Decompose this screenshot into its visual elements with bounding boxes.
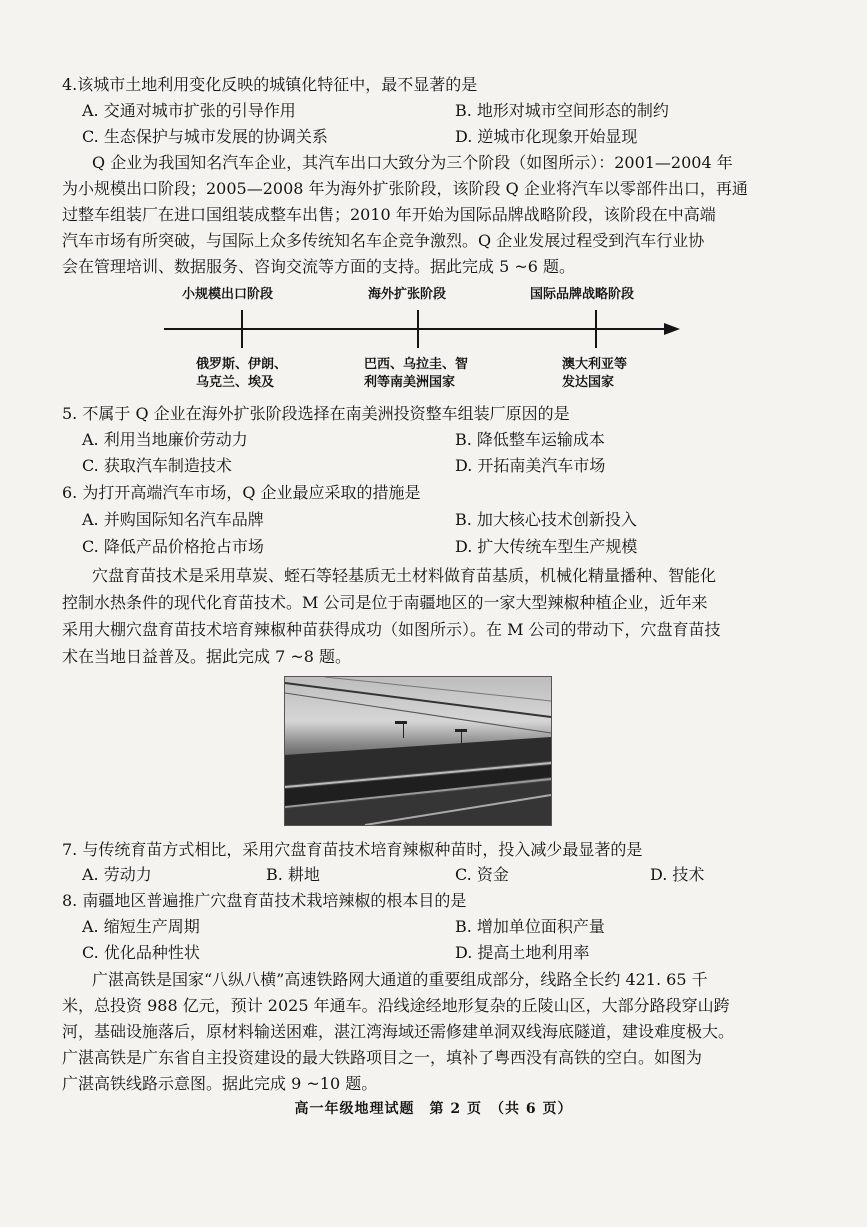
passage1-line: Q 企业为我国知名汽车企业，其汽车出口大致分为三个阶段（如图所示）：2001—2004 年 — [92, 153, 733, 172]
q6-stem: 6. 为打开高端汽车市场，Q 企业最应采取的措施是 — [62, 483, 421, 502]
passage1-line: 过整车组装厂在进口国组装成整车出售；2010 年开始为国际品牌战略阶段，该阶段在中高端 — [62, 205, 716, 224]
q4-stem: 4.该城市土地利用变化反映的城镇化特征中，最不显著的是 — [62, 75, 478, 94]
passage2-line: 穴盘育苗技术是采用草炭、蛭石等轻基质无土材料做育苗基质，机械化精量播种、智能化 — [92, 566, 717, 585]
passage3-line: 米，总投资 988 亿元，预计 2025 年通车。沿线途经地形复杂的丘陵山区，大部分路段穿山跨 — [62, 996, 730, 1015]
passage3-line: 广湛高铁线路示意图。据此完成 9 ~10 题。 — [62, 1074, 378, 1093]
page-footer: 高一年级地理试题 第 2 页 （共 6 页） — [294, 1101, 573, 1117]
q8-option-a: A. 缩短生产周期 — [82, 917, 200, 936]
stage-small-export-label: 小规模出口阶段 — [182, 287, 274, 302]
q6-option-d: D. 扩大传统车型生产规模 — [455, 537, 638, 556]
markets-stage3-line1: 澳大利亚等 — [562, 357, 628, 372]
stage-international-brand-label: 国际品牌战略阶段 — [530, 287, 635, 302]
greenhouse-drawing — [285, 677, 551, 825]
q4-option-d: D. 逆城市化现象开始显现 — [455, 127, 638, 146]
q4-option-c: C. 生态保护与城市发展的协调关系 — [82, 127, 328, 146]
q8-option-b: B. 增加单位面积产量 — [455, 917, 605, 936]
markets-stage1-line2: 乌克兰、埃及 — [196, 375, 275, 390]
q8-option-d: D. 提高土地利用率 — [455, 943, 590, 962]
passage1-line: 汽车市场有所突破，与国际上众多传统知名车企竞争激烈。Q 企业发展过程受到汽车行业协 — [62, 231, 705, 250]
passage1-line: 为小规模出口阶段；2005—2008 年为海外扩张阶段，该阶段 Q 企业将汽车以零部件出口，再通 — [62, 179, 748, 198]
markets-stage2-line2: 利等南美洲国家 — [364, 375, 456, 390]
q8-stem: 8. 南疆地区普遍推广穴盘育苗技术栽培辣椒的根本目的是 — [62, 891, 467, 910]
passage2-line: 术在当地日益普及。据此完成 7 ~8 题。 — [62, 647, 352, 666]
q7-option-a: A. 劳动力 — [82, 865, 152, 884]
q5-option-b: B. 降低整车运输成本 — [455, 430, 605, 449]
passage2-line: 采用大棚穴盘育苗技术培育辣椒种苗获得成功（如图所示）。在 M 公司的带动下，穴盘育苗技 — [62, 620, 721, 639]
passage3-line: 广湛高铁是国家“八纵八横”高速铁路网大通道的重要组成部分，线路全长约 421. 65 千 — [92, 970, 708, 989]
export-timeline-figure — [150, 282, 690, 394]
markets-stage3-line2: 发达国家 — [562, 375, 615, 390]
q6-option-c: C. 降低产品价格抢占市场 — [82, 537, 264, 556]
q7-option-b: B. 耕地 — [266, 865, 320, 884]
timeline-arrow-head — [664, 323, 680, 335]
q4-option-b: B. 地形对城市空间形态的制约 — [455, 101, 669, 120]
markets-stage1-line1: 俄罗斯、伊朗、 — [196, 357, 288, 372]
q6-option-b: B. 加大核心技术创新投入 — [455, 510, 637, 529]
markets-stage2-line1: 巴西、乌拉圭、智 — [364, 357, 469, 372]
q8-option-c: C. 优化品种性状 — [82, 943, 200, 962]
q7-option-d: D. 技术 — [650, 865, 705, 884]
passage2-line: 控制水热条件的现代化育苗技术。M 公司是位于南疆地区的一家大型辣椒种植企业，近年来 — [62, 593, 708, 612]
q5-option-d: D. 开拓南美汽车市场 — [455, 456, 606, 475]
passage3-line: 广湛高铁是广东省自主投资建设的最大铁路项目之一，填补了粤西没有高铁的空白。如图为 — [62, 1048, 703, 1067]
passage3-line: 河，基础设施落后，原材料输送困难，湛江湾海域还需修建单洞双线海底隧道，建设难度极大。 — [62, 1022, 735, 1041]
q6-option-a: A. 并购国际知名汽车品牌 — [82, 510, 264, 529]
q4-option-a: A. 交通对城市扩张的引导作用 — [82, 101, 296, 120]
q5-stem: 5. 不属于 Q 企业在海外扩张阶段选择在南美洲投资整车组装厂原因的是 — [62, 404, 570, 423]
passage1-line: 会在管理培训、数据服务、咨询交流等方面的支持。据此完成 5 ~6 题。 — [62, 257, 576, 276]
q7-stem: 7. 与传统育苗方式相比，采用穴盘育苗技术培育辣椒种苗时，投入减少最显著的是 — [62, 840, 643, 859]
q5-option-a: A. 利用当地廉价劳动力 — [82, 430, 248, 449]
greenhouse-seedling-photo — [284, 676, 552, 826]
q5-option-c: C. 获取汽车制造技术 — [82, 456, 232, 475]
q7-option-c: C. 资金 — [455, 865, 509, 884]
stage-overseas-expansion-label: 海外扩张阶段 — [368, 287, 447, 302]
